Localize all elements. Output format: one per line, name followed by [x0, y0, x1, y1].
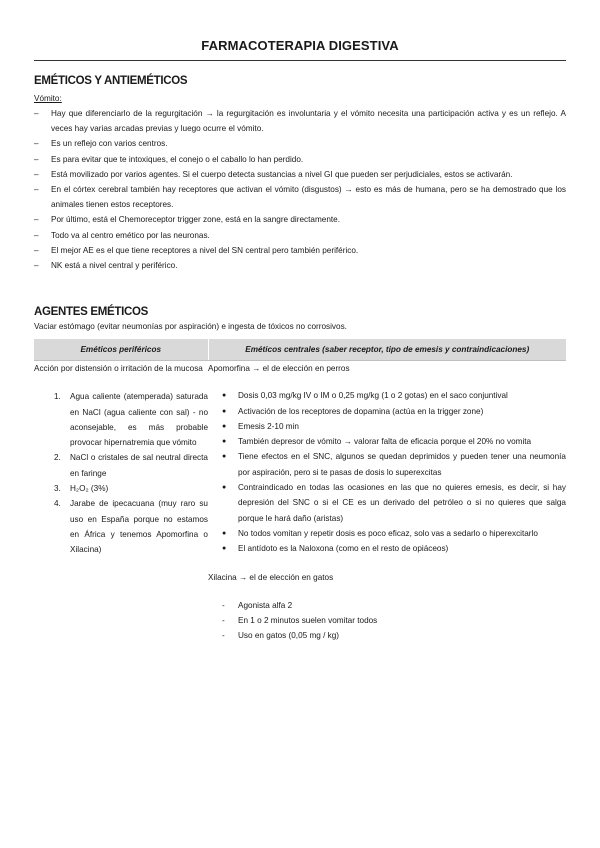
list-item-text: Todo va al centro emético por las neuronas.: [51, 230, 210, 240]
list-item: [208, 541, 566, 556]
list-item: [208, 628, 566, 643]
column-header-centrales: Eméticos centrales (saber receptor, tipo de emesis y contraindicaciones): [208, 339, 566, 361]
list-item-text: El mejor AE es el que tiene receptores a nivel del SN central pero también periférico.: [51, 245, 359, 255]
apomorfina-title: Apomorfina → el de elección en perros: [208, 364, 350, 373]
list-item: [208, 434, 566, 449]
list-item-text: En el córtex cerebral también hay receptores que activan el vómito (disgustos) → esto es más de humana, pero se ha demostrado que los animales tienen estos receptores.: [51, 185, 566, 210]
table-row: [34, 361, 566, 712]
list-item: [208, 526, 566, 541]
list-item: [34, 481, 208, 496]
list-item-text: Agonista alfa 2: [238, 600, 293, 610]
section-intro: Vaciar estómago (evitar neumonías por aspiración) e ingesta de tóxicos no corrosivos.: [34, 322, 347, 331]
perifericos-intro: Acción por distensión o irritación de la mucosa: [34, 364, 203, 373]
list-item-text: Por último, está el Chemoreceptor trigger zone, está en la sangre directamente.: [51, 215, 340, 225]
document-title: FARMACOTERAPIA DIGESTIVA: [201, 38, 399, 53]
column-header-perifericos: Eméticos periféricos: [34, 339, 208, 361]
table-header-row: [34, 339, 566, 361]
bullet-marker: ●: [222, 484, 227, 492]
section-heading-emeticos: EMÉTICOS Y ANTIEMÉTICOS: [34, 75, 188, 87]
list-item-text: Agua caliente (atemperada) saturada en NaCl (agua caliente con sal) - no aconsejable, es más probable provocar hipernatremia que vómito: [70, 392, 208, 448]
list-item-text: NaCl o cristales de sal neutral directa en faringe: [70, 453, 208, 478]
list-item: [208, 449, 566, 480]
list-item: [34, 258, 566, 273]
list-item: [34, 496, 208, 557]
bullet-marker: -: [222, 616, 225, 626]
list-item-text: También depresor de vómito → valorar falta de eficacia porque el 20% no vomita: [238, 437, 532, 447]
list-item: [34, 212, 566, 227]
list-item: [208, 613, 566, 628]
bullet-marker: ●: [222, 453, 227, 461]
bullet-marker: –: [34, 185, 39, 195]
bullet-marker: ●: [222, 407, 227, 415]
bullet-marker: ●: [222, 529, 227, 537]
bullet-marker: ●: [222, 392, 227, 400]
section-heading-agentes: AGENTES EMÉTICOS: [34, 306, 149, 318]
list-item-text: Es para evitar que te intoxiques, el conejo o el caballo lo han perdido.: [51, 154, 304, 164]
bullet-marker: ●: [222, 438, 227, 446]
list-item-text: NK está a nivel central y periférico.: [51, 261, 178, 271]
title-divider: [34, 60, 566, 61]
list-number: 4.: [54, 499, 61, 509]
list-item-text: Contraindicado en todas las ocasiones en las que no quieres emesis, es decir, si hay depresión del SNC o si el CE es un derivado del petróleo o si no quieres que salga porque le hará daño (aristas): [238, 483, 566, 523]
list-item-text: Es un reflejo con varios centros.: [51, 139, 168, 149]
bullet-marker: ●: [222, 422, 227, 430]
list-item: [34, 182, 566, 212]
list-item: [34, 228, 566, 243]
bullet-marker: –: [34, 245, 39, 255]
list-number: 3.: [54, 484, 61, 494]
list-item: [34, 152, 566, 167]
list-item: [34, 389, 208, 450]
list-item-text: Está movilizado por varios agentes. Si el cuerpo detecta sustancias a nivel GI que pueden ser perjudiciales, estos se activarán.: [51, 169, 513, 179]
perifericos-list: [34, 389, 208, 557]
list-item: [34, 450, 208, 481]
spacer: [208, 557, 566, 570]
list-item-text: H₂O₂ (3%): [70, 484, 109, 494]
list-item-text: No todos vomitan y repetir dosis es poco eficaz, solo vas a sedarlo o hiperexcitarlo: [238, 528, 538, 538]
list-item: [208, 419, 566, 434]
list-item-text: Uso en gatos (0,05 mg / kg): [238, 631, 340, 641]
xilacina-title: Xilacina → el de elección en gatos: [208, 572, 334, 582]
list-item: [34, 243, 566, 258]
emeticos-table: [34, 339, 566, 711]
bullet-marker: –: [34, 215, 39, 225]
list-item-text: Tiene efectos en el SNC, algunos se quedan deprimidos y pueden tener una neumonía por aspiración, pero si te pasas de dosis lo superexcitas: [238, 452, 566, 477]
vomito-list: [34, 106, 566, 273]
bullet-marker: –: [34, 109, 39, 118]
list-item: [208, 404, 566, 419]
subheading-vomito: Vómito:: [34, 94, 62, 103]
list-number: 1.: [54, 392, 61, 402]
bullet-marker: –: [34, 230, 39, 240]
bullet-marker: -: [222, 631, 225, 641]
list-item: [34, 136, 566, 151]
bullet-marker: –: [34, 169, 39, 179]
list-item: [208, 480, 566, 526]
list-item: [34, 167, 566, 182]
xilacina-list: [208, 598, 566, 644]
list-item: [34, 106, 566, 136]
bullet-marker: –: [34, 261, 39, 271]
cell-perifericos: [34, 361, 208, 712]
list-item-text: Dosis 0,03 mg/kg IV o IM o 0,25 mg/kg (1 o 2 gotas) en el saco conjuntival: [238, 391, 508, 401]
list-item-text: Hay que diferenciarlo de la regurgitación → la regurgitación es involuntaria y el vómito necesita una participación activa y es un reflejo. A veces hay varias arcadas previas y luego ocurre el vómito.: [51, 109, 566, 134]
list-item: [208, 598, 566, 613]
bullet-marker: -: [222, 600, 225, 610]
list-number: 2.: [54, 453, 61, 463]
apomorfina-list: [208, 388, 566, 556]
bullet-marker: –: [34, 154, 39, 164]
bullet-marker: –: [34, 139, 39, 149]
list-item-text: En 1 o 2 minutos suelen vomitar todos: [238, 616, 378, 626]
list-item-text: Activación de los receptores de dopamina (actúa en la trigger zone): [238, 406, 484, 416]
list-item-text: El antídoto es la Naloxona (como en el resto de opiáceos): [238, 544, 449, 554]
list-item-text: Emesis 2-10 min: [238, 421, 299, 431]
bullet-marker: ●: [222, 545, 227, 553]
list-item-text: Jarabe de ipecacuana (muy raro su uso en España porque no estamos en África y tenemos Apomorfina o Xilacina): [70, 499, 208, 555]
cell-centrales: [208, 361, 566, 712]
list-item: [208, 388, 566, 403]
